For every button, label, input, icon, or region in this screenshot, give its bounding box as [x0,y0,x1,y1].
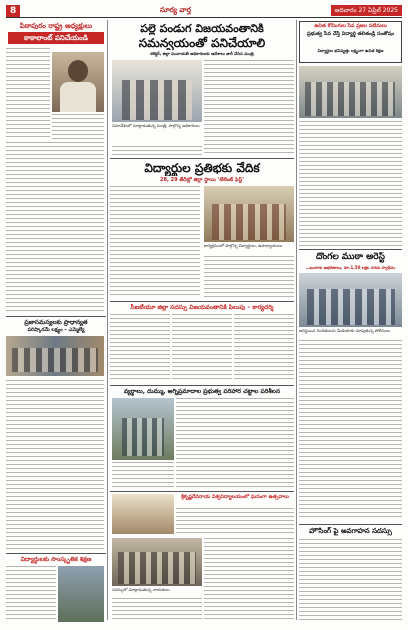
left-mid-headline-2: పరిష్కారమే లక్ష్యం – ఎమ్మెల్యే [27,327,85,333]
divider [6,553,106,554]
group-photo [58,566,104,622]
arrest-photo [299,273,402,327]
masthead [6,4,402,18]
portrait-photo [52,52,104,112]
divider [299,249,402,250]
column-rule [107,20,108,620]
left-top-headline-2: కాకాలాంట్ పనిచేయండి [8,32,104,44]
dongala-headline: దొంగల ముఠా అరెస్ట్ [316,252,385,262]
article-body [6,48,50,140]
top-right-headline-1: ఉచిత కోచింగుల సేవ ప్రజల పటిమలు [314,23,387,29]
article-body [204,256,294,298]
lead-deck: కలెక్టర్, జిల్లా పంచాయతీ అధికారులకు ఆదేశాలు జారీ చేసిన మంత్రి [150,51,254,56]
divider [6,316,106,317]
article-body [204,60,294,156]
article-body [299,121,402,246]
article-body [176,508,294,534]
article-body [112,462,174,488]
article-body [112,146,202,156]
festival-deck: 28, 29 తేదీల్లో జిల్లా స్థాయి ‘టేలెంట్ ఫెస్ట్’ [160,177,244,183]
seminar-headline: సీఐటీయూ జిల్లా సదస్సు విజయవంతానికి పిలుపు – కార్యదర్శి [130,304,274,311]
festival-photo [204,186,294,242]
article-body [6,380,104,550]
left-top-headline-1: పిఠాపురం రాష్ట్ర అధ్యక్షులు [19,22,93,30]
article-body [110,314,170,382]
lead-photo [112,60,202,122]
event-photo [6,336,104,376]
paper-name: సూర్య వార్త [160,5,191,14]
left-low-headline: విద్యార్థులకు సాంస్కృతిక శిక్షణ [20,556,92,563]
article-body [176,398,294,488]
bottom-right-headline: హౌసింగ్ పై అవగాహన సదస్సు [309,527,392,535]
column-rule [296,20,297,620]
top-right-headline-2: ప్రభుత్వ సేవ చేస్తే విద్యార్థి తలితండ్రి సంతోషం [307,31,394,37]
dongala-deck: …బంగారు ఆభరణాలు, రూ.1,50 లక్షల నగదు స్వాధీనం [305,265,396,270]
article-body [6,566,56,622]
left-mid-headline-1: ప్రజాసమస్యలకు ప్రాధాన్యత [24,319,88,326]
lead-headline-2: సమన్వయంతో పనిచేయాలి [138,36,266,50]
site-photo [112,398,174,460]
divider [110,385,294,386]
article-body [110,186,200,298]
class-photo [299,66,402,118]
fire-headline: వ్యర్థాలు, దుమ్ము, అగ్నిప్రమాదాల ప్రభుత్వ పరిహార చట్టాల పరిశీలన [123,388,281,395]
article-body [204,538,294,622]
page-date: ఆదివారం 27 ఏప్రిల్ 2025 [331,5,402,16]
divider [110,491,294,492]
top-right-deck: విద్యార్థుల భవిష్యత్తు లక్ష్యంగా ఉచిత శిక్షణ [317,48,384,53]
lead-headline-1: పల్లె పండుగ విజయవంతానికి [140,22,264,35]
arrest-photo-caption: అరెస్టయిన నిందితులను మీడియాకు చూపుతున్న పోలీసులు [299,328,391,333]
lead-photo-caption: సమావేశంలో మాట్లాడుతున్న మంత్రి, పాల్గొన్న అధికారులు [112,123,200,128]
article-body [299,340,402,520]
page-number: 8 [6,5,20,17]
festival-headline: విద్యార్థుల ప్రతిభకు వేదిక [144,161,260,175]
seminar-photo-caption: సదస్సులో మాట్లాడుతున్న నాయకులు [112,587,170,592]
divider [110,301,294,302]
article-body [6,142,104,312]
divider [299,524,402,525]
article-body [112,598,202,622]
bottom-photo [112,494,174,534]
article-body [172,314,232,382]
divider [110,158,294,159]
festival-photo-caption: కార్యక్రమంలో పాల్గొన్న విద్యార్థులు, ఉపాధ్యాయులు [204,243,283,248]
bottom-photo [112,538,202,586]
article-body [299,539,402,622]
article-body [52,114,104,140]
bottom-center-headline: శ్రీకృష్ణదేవరాయ విశ్వవిద్యాలయంలో ఘనంగా ఉత్సవాలు [181,494,289,500]
article-body [234,314,294,382]
